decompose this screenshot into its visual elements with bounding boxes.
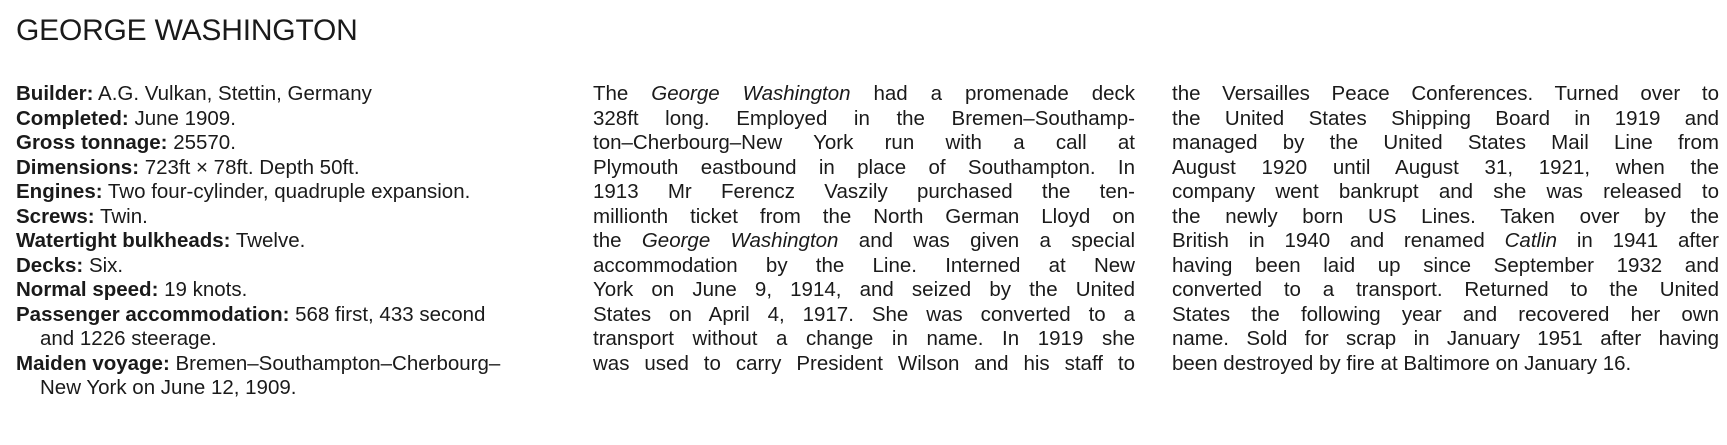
text-line	[1172, 229, 1719, 254]
spec-label: Passenger accommodation:	[16, 302, 290, 326]
spec-label: Engines:	[16, 180, 103, 203]
spec-value: 25570.	[167, 131, 236, 154]
spec-value: 568 first, 433 second and 1226 steerage.	[40, 302, 486, 350]
text-run: The	[593, 82, 652, 105]
text-line	[1172, 205, 1719, 230]
history-column-middle	[593, 82, 1135, 376]
text-line	[593, 278, 1135, 303]
text-run: 328ft long. Employed in the Bremen–Southamp-	[593, 106, 1135, 130]
history-column-right	[1172, 82, 1719, 376]
text-line	[593, 327, 1135, 352]
text-line	[593, 352, 1135, 377]
spec-value: Twin.	[94, 204, 148, 228]
spec-value: 723ft × 78ft. Depth 50ft.	[139, 155, 360, 179]
text-line	[1172, 156, 1719, 181]
text-run: States the following year and recovered her own	[1172, 302, 1719, 326]
text-run: managed by the United States Mail Line from	[1172, 131, 1719, 154]
text-run: was used to carry President Wilson and his staff to	[593, 351, 1135, 375]
spec-item	[16, 352, 516, 401]
spec-item	[16, 303, 516, 352]
text-line	[593, 131, 1135, 156]
text-run: the newly born US Lines. Taken over by the	[1172, 204, 1719, 228]
ship-name: George Washington	[651, 82, 851, 105]
spec-value: 19 knots.	[158, 278, 248, 301]
spec-label: Normal speed:	[16, 278, 159, 301]
spec-item	[16, 278, 516, 303]
ship-name: George Washington	[641, 229, 839, 252]
spec-label: Decks:	[16, 253, 84, 277]
text-run: 1913 Mr Ferencz Vaszily purchased the ten-	[593, 180, 1135, 203]
text-line	[593, 107, 1135, 132]
spec-label: Gross tonnage:	[16, 131, 168, 154]
text-run: transport without a change in name. In 1919 she	[593, 327, 1135, 350]
spec-value: June 1909.	[128, 106, 236, 130]
spec-label: Watertight bulkheads:	[16, 229, 231, 252]
text-run: converted to a transport. Returned to the United	[1172, 278, 1719, 301]
text-line	[593, 254, 1135, 279]
text-line	[593, 303, 1135, 328]
text-line	[593, 229, 1135, 254]
text-run: York on June 9, 1914, and seized by the United	[593, 278, 1135, 301]
text-run: having been laid up since September 1932 and	[1172, 253, 1719, 277]
text-line	[1172, 278, 1719, 303]
text-run: Plymouth eastbound in place of Southampton. In	[593, 155, 1135, 179]
specifications-list	[16, 82, 516, 401]
text-run: millionth ticket from the North German Lloyd on	[593, 204, 1135, 228]
text-run: company went bankrupt and she was released to	[1172, 180, 1719, 203]
spec-value: Bremen–Southampton–Cherbourg–New York on June 12, 1909.	[40, 351, 501, 399]
spec-value: Six.	[83, 253, 124, 277]
text-run: and was given a special	[838, 229, 1136, 252]
text-line	[1172, 327, 1719, 352]
text-run: had a promenade deck	[850, 82, 1135, 105]
text-line	[593, 180, 1135, 205]
spec-label: Maiden voyage:	[16, 351, 170, 375]
text-run: British in 1940 and renamed	[1172, 229, 1505, 252]
text-line	[1172, 180, 1719, 205]
text-run: ton–Cherbourg–New York run with a call at	[593, 131, 1135, 154]
text-run: the Versailles Peace Conferences. Turned over to	[1172, 82, 1719, 105]
spec-value: Twelve.	[230, 229, 306, 252]
spec-item	[16, 254, 516, 279]
page-title: GEORGE WASHINGTON	[16, 14, 358, 47]
text-line	[1172, 107, 1719, 132]
text-line	[593, 82, 1135, 107]
text-line	[1172, 82, 1719, 107]
text-line	[593, 156, 1135, 181]
spec-item	[16, 180, 516, 205]
text-run: August 1920 until August 31, 1921, when the	[1172, 155, 1719, 179]
spec-value: A.G. Vulkan, Stettin, Germany	[93, 82, 372, 105]
spec-label: Builder:	[16, 82, 94, 105]
text-line	[1172, 254, 1719, 279]
spec-item	[16, 156, 516, 181]
spec-item	[16, 107, 516, 132]
spec-value: Two four-cylinder, quadruple expansion.	[102, 180, 471, 203]
text-line	[1172, 352, 1719, 377]
text-run: the United States Shipping Board in 1919 and	[1172, 106, 1719, 130]
spec-item	[16, 82, 516, 107]
text-run: been destroyed by fire at Baltimore on January 16.	[1172, 351, 1632, 375]
spec-item	[16, 205, 516, 230]
text-line	[1172, 303, 1719, 328]
spec-label: Dimensions:	[16, 155, 140, 179]
spec-label: Completed:	[16, 106, 129, 130]
text-run: name. Sold for scrap in January 1951 after having	[1172, 327, 1719, 350]
text-run: accommodation by the Line. Interned at New	[593, 253, 1135, 277]
spec-item	[16, 229, 516, 254]
text-run: in 1941 after	[1557, 229, 1719, 252]
text-line	[593, 205, 1135, 230]
text-line	[1172, 131, 1719, 156]
text-run: the	[593, 229, 642, 252]
text-run: States on April 4, 1917. She was converted to a	[593, 302, 1135, 326]
ship-name: Catlin	[1504, 229, 1558, 252]
spec-item	[16, 131, 516, 156]
spec-label: Screws:	[16, 204, 95, 228]
